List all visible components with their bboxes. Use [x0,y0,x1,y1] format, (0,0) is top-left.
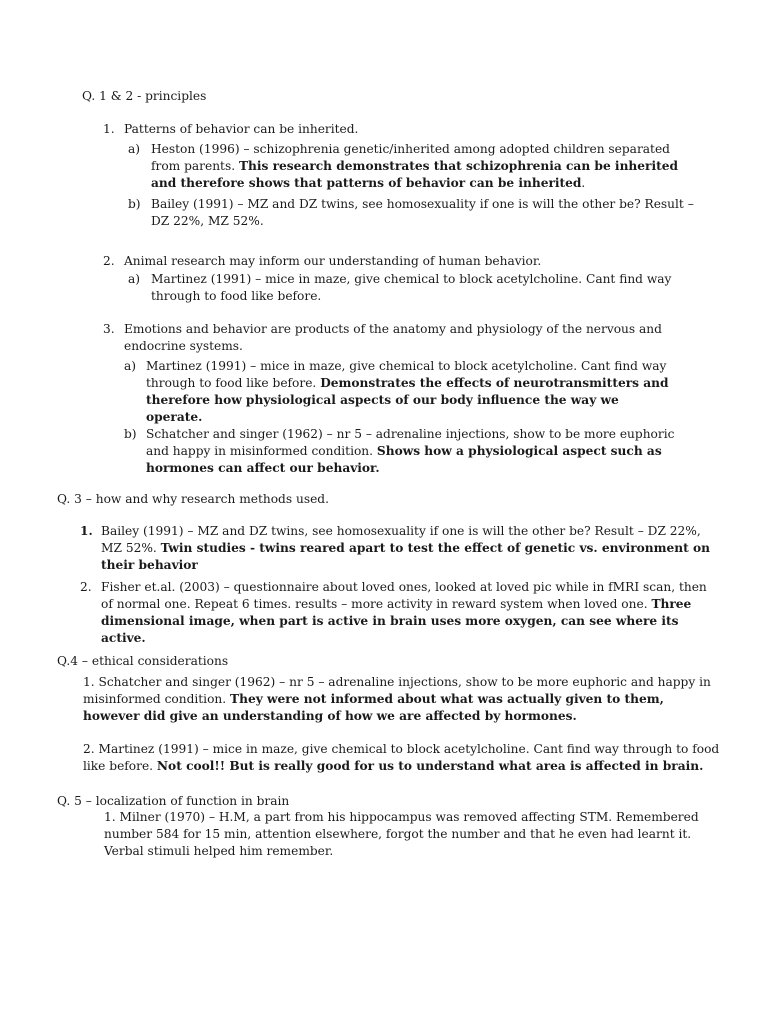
ethics-1-text: 1. Schatcher and singer (1962) – nr 5 – adrenaline injections, show to be more euphoric and happy in misinformed condition. [83,675,711,706]
method-1-text: Bailey (1991) – MZ and DZ twins, see homosexuality if one is will the other be? Result – DZ 22%, MZ 52%. [101,524,701,555]
method-2-bold: Three dimensional image, when part is active in brain uses more oxygen, can see where its active. [101,597,692,645]
localization-1: 1. Milner (1970) – H.M, a part from his hippocampus was removed affecting STM. Remembered number 584 for 15 min, attention elsewhere, forgot the number and that he even had learnt it. Verbal stimuli helped him remember. [104,810,699,858]
list-label: a) [128,142,141,156]
principle-3-a [146,358,676,426]
principle-3: Emotions and behavior are products of the anatomy and physiology of the nervous and endocrine systems. [124,322,662,353]
section-heading-q12: Q. 1 & 2 - principles [82,89,207,103]
method-1-bold: Twin studies - twins reared apart to test the effect of genetic vs. environment on their behavior [101,541,711,572]
principle-3-b [146,426,701,477]
principle-1-b: Bailey (1991) – MZ and DZ twins, see homosexuality if one is will the other be? Result – DZ 22%, MZ 52%. [151,197,694,228]
ethics-1-bold: They were not informed about what was actually given to them, however did give an understanding of how we are affected by hormones. [83,692,664,723]
method-2 [101,579,721,647]
ethics-1 [83,674,713,725]
list-label: a) [128,272,141,286]
principle-1: Patterns of behavior can be inherited. [124,122,359,136]
principle-3-b-text: Schatcher and singer (1962) – nr 5 – adrenaline injections, show to be more euphoric and happy in misinformed condition. [146,427,675,458]
section-heading-q4: Q.4 – ethical considerations [57,654,229,668]
principle-2-a: Martinez (1991) – mice in maze, give chemical to block acetylcholine. Cant find way through to food like before. [151,272,672,303]
section-heading-q3: Q. 3 – how and why research methods used. [57,492,329,506]
ethics-2-bold: Not cool!! But is really good for us to understand what area is affected in brain. [156,759,704,773]
list-label: b) [124,427,137,441]
section-heading-q5: Q. 5 – localization of function in brain [57,794,290,808]
list-number: 2. [80,580,92,594]
method-1 [101,523,721,574]
principle-1-a-bold: This research demonstrates that schizophrenia can be inherited and therefore shows that patterns of behavior can be inherited [151,159,678,190]
method-2-text: Fisher et.al. (2003) – questionnaire about loved ones, looked at loved pic while in fMRI scan, then of normal one. Repeat 6 times. results – more activity in reward system when loved one. [101,580,707,611]
principle-2: Animal research may inform our understanding of human behavior. [124,254,542,268]
principle-3-a-bold: Demonstrates the effects of neurotransmitters and therefore how physiological aspects of our body influence the way we operate. [146,376,669,424]
list-number: 1. [103,122,115,136]
list-number: 3. [103,322,115,336]
list-number: 2. [103,254,115,268]
ethics-2 [83,741,723,775]
ethics-2-text: 2. Martinez (1991) – mice in maze, give chemical to block acetylcholine. Cant find way through to food like before. [83,742,720,773]
principle-3-a-text: Martinez (1991) – mice in maze, give chemical to block acetylcholine. Cant find way through to food like before. [146,359,667,390]
principle-1-a [151,141,701,192]
principle-1-a-text: Heston (1996) – schizophrenia genetic/inherited among adopted children separated from parents. [151,142,670,173]
principle-1-a-tail: . [581,176,586,190]
principle-3-b-bold: Shows how a physiological aspect such as hormones can affect our behavior. [146,444,662,475]
list-label: b) [128,197,141,211]
list-label: a) [124,359,137,373]
list-number: 1. [80,524,93,538]
